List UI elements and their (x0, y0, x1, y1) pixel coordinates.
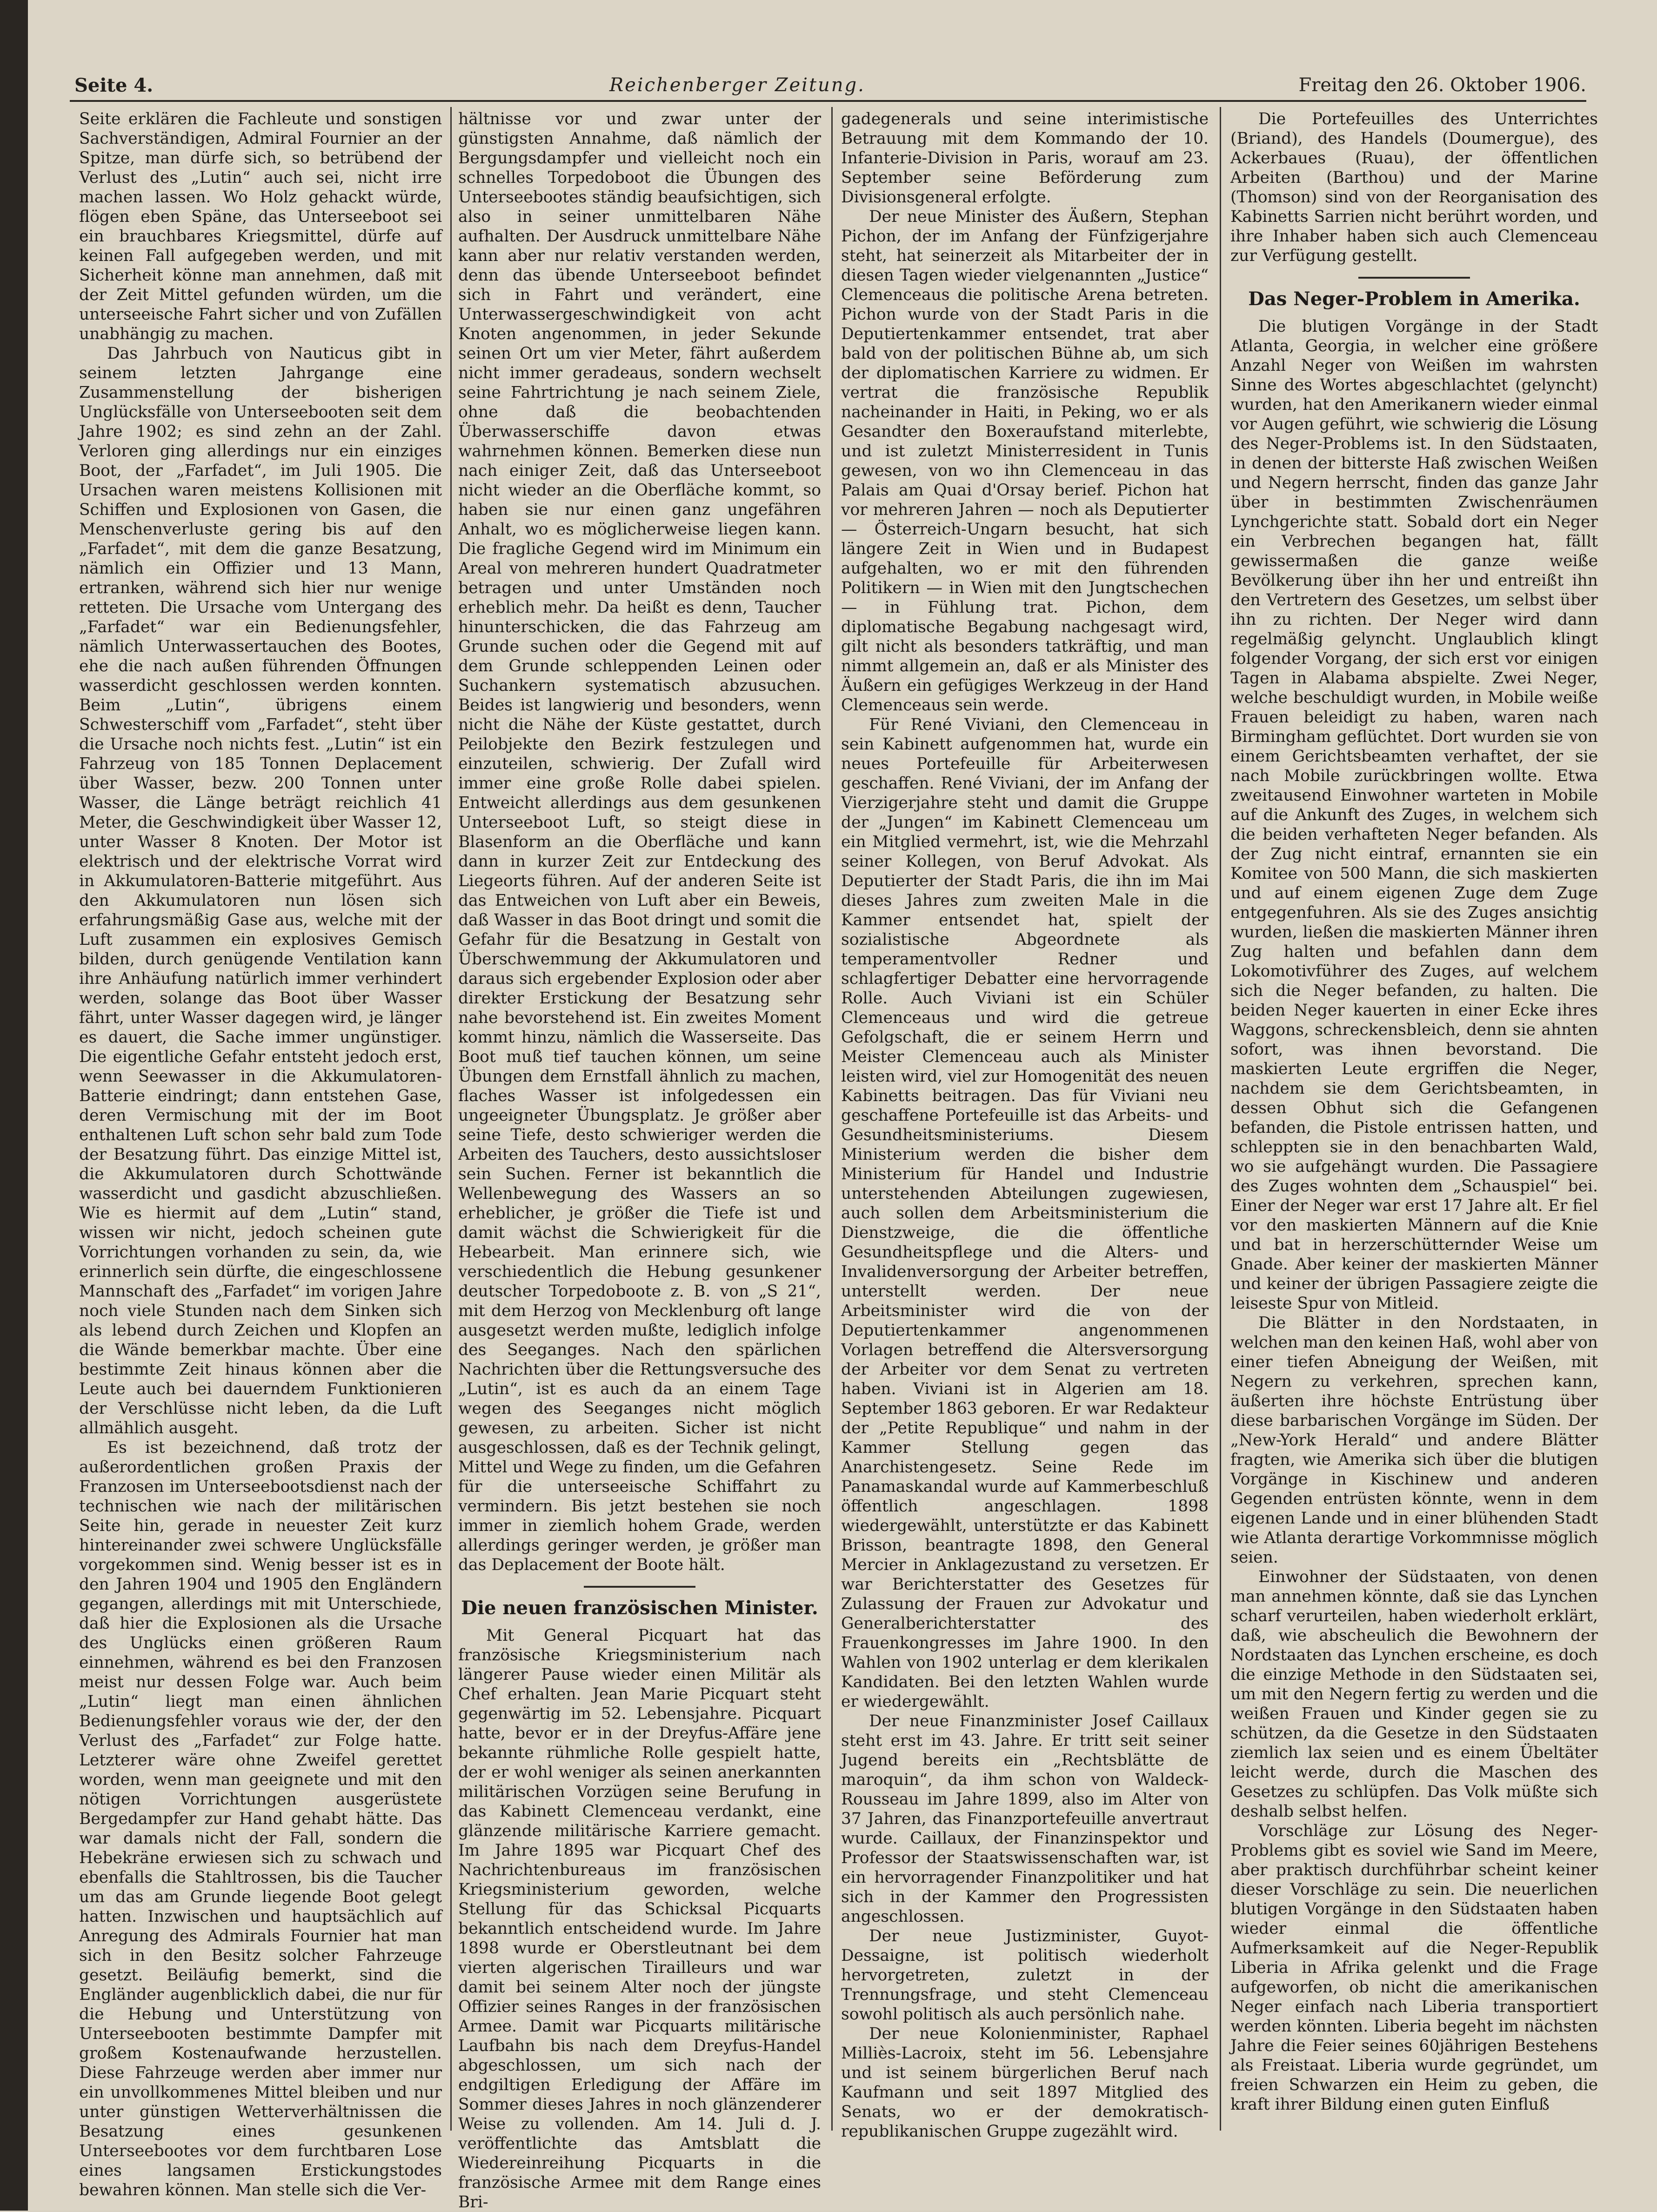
paragraph: Der neue Kolonienminister, Raphael Milliès-Lacroix, steht im 56. Lebensjahre und ist seinem bürgerlichen Beruf nach Kaufmann und seit 1897 Mitglied des Senats, wo er der demokratisch-republikanischen Gruppe zugezählt wird. (841, 2025, 1209, 2141)
column-rule (450, 107, 452, 2131)
column-rule (831, 107, 833, 2131)
paragraph: Der neue Finanzminister Josef Caillaux steht erst im 43. Jahre. Er tritt seit seiner Jugend bereits ein „Rechtsblätte de maroquin“, da ihm schon von Waldeck-Rousseau im Jahre 1899, also im Alter von 37 Jahren, das Finanzportefeuille anvertraut wurde. Caillaux, der Finanzinspektor und Professor der Staatswissenschaften war, ist ein hervorragender Finanzpolitiker und hat sich in der Kammer den Progressisten angeschlossen. (841, 1712, 1209, 1926)
column-3 (841, 109, 1209, 2141)
page-number: Seite 4. (74, 74, 154, 96)
page-header (74, 70, 1586, 102)
paragraph: hältnisse vor und zwar unter der günstigsten Annahme, daß nämlich der Bergungsdampfer und vielleicht noch ein schnelles Torpedoboot die Übungen des Unterseebootes ständig beaufsichtigen, sich also in seiner unmittelbaren Nähe aufhalten. Der Ausdruck unmittelbare Nähe kann aber nur relativ verstanden werden, denn das übende Unterseeboot befindet sich in Fahrt und verändert, eine Unterwassergeschwindigkeit von acht Knoten angenommen, in jeder Sekunde seinen Ort um vier Meter, fährt außerdem nicht immer geradeaus, sondern wechselt seine Fahrtrichtung je nach seinem Ziele, ohne daß die beobachtenden Überwasserschiffe davon etwas wahrnehmen können. Bemerken diese nun nach einiger Zeit, daß das Unterseeboot nicht wieder an die Oberfläche kommt, so haben sie nur einen ganz ungefähren Anhalt, wo es möglicherweise liegen kann. Die fragliche Gegend wird im Minimum ein Areal von mehreren hundert Quadratmeter betragen und unter Umständen noch erheblich mehr. Da heißt es denn, Taucher hinunterschicken, die das Fahrzeug am Grunde suchen oder die Gegend mit auf dem Grunde schleppenden Leinen oder Suchankern systematisch abzusuchen. Beides ist langwierig und besonders, wenn nicht die Nähe der Küste gestattet, durch Peilobjekte den Bezirk festzulegen und einzuteilen, schwierig. Der Zufall wird immer eine große Rolle dabei spielen. Entweicht allerdings aus dem gesunkenen Unterseeboot Luft, so steigt diese in Blasenform an die Oberfläche und kann dann in kurzer Zeit zur Entdeckung des Liegeorts führen. Auf der anderen Seite ist das Entweichen von Luft aber ein Beweis, daß Wasser in das Boot dringt und somit die Gefahr für die Besatzung in Gestalt von Überschwemmung der Akkumulatoren und daraus sich ergebender Explosion oder aber direkter Erstickung der Besatzung sehr nahe bevorstehend ist. Ein zweites Moment kommt hinzu, nämlich die Wasserseite. Das Boot muß tief tauchen können, um seine Übungen dem Ernstfall ähnlich zu machen, flaches Wasser ist infolgedessen ein ungeeigneter Übungsplatz. Je größer aber seine Tiefe, desto schwieriger werden die Arbeiten des Tauchers, desto aussichtsloser sein Suchen. Ferner ist bekanntlich die Wellenbewegung des Wassers an so erheblicher, je größer die Tiefe ist und damit wächst die Schwierigkeit für die Hebearbeit. Man erinnere sich, wie verschiedentlich die Hebung gesunkener deutscher Torpedoboote z. B. von „S 21“, mit dem Herzog von Mecklenburg oft lange ausgesetzt werden mußte, lediglich infolge des Seeganges. Nach den spärlichen Nachrichten über die Rettungsversuche des „Lutin“, ist es auch da an einem Tage wegen des Seeganges nicht möglich gewesen, zu arbeiten. Sicher ist nicht ausgeschlossen, daß es der Technik gelingt, Mittel und Wege zu finden, um die Gefahren für die unterseeische Schiffahrt zu vermindern. Bis jetzt bestehen sie noch immer in ziemlich hohem Grade, werden allerdings geringer werden, je größer man das Deplacement der Boote hält. (458, 110, 821, 1574)
paragraph: Die Portefeuilles des Unterrichtes (Briand), des Handels (Doumergue), des Ackerbaues (Ruau), der öffentlichen Arbeiten (Barthou) und der Marine (Thomson) sind von der Reorganisation des Kabinetts Sarrien nicht berührt worden, und ihre Inhaber haben sich auch Clemenceau zur Verfügung gestellt. (1230, 110, 1598, 265)
paragraph: Vorschläge zur Lösung des Neger-Problems gibt es soviel wie Sand im Meere, aber praktisch durchführbar scheint keiner dieser Vorschläge zu sein. Die neuerlichen blutigen Vorgänge in den Südstaaten haben wieder einmal die öffentliche Aufmerksamkeit auf die Neger-Republik Liberia in Afrika gelenkt und die Frage aufgeworfen, ob nicht die amerikanischen Neger einfach nach Liberia transportiert werden könnten. Liberia begeht im nächsten Jahre die Feier seines 60jährigen Bestehens als Freistaat. Liberia wurde gegründet, um freien Schwarzen ein Heim zu geben, die kraft ihrer Bildung einen guten Einfluß (1230, 1822, 1598, 2114)
column-1 (79, 109, 442, 2199)
paragraph: Einwohner der Südstaaten, von denen man annehmen könnte, daß sie das Lynchen scharf verurteilen, haben wiederholt erklärt, daß, wie abscheulich die Bewohnern der Nordstaaten das Lynchen erscheine, es doch die einzige Methode in den Südstaaten sei, um mit den Negern fertig zu werden und die weißen Frauen und Kinder gegen sie zu schützen, da die Gesetze in den Südstaaten ziemlich lax seien und es einem Übeltäter leicht werde, durch die Maschen des Gesetzes zu schlüpfen. Das Volk müßte sich deshalb selbst helfen. (1230, 1568, 1598, 1821)
article-heading: Die neuen französischen Minister. (461, 1597, 818, 1619)
paragraph: Es ist bezeichnend, daß trotz der außerordentlichen großen Praxis der Franzosen im Unterseebootsdienst nach der technischen wie nach der militärischen Seite hin, gerade in neuester Zeit kurz hintereinander zwei schwere Unglücksfälle vorgekommen sind. Wenig besser ist es in den Jahren 1904 und 1905 den Engländern gegangen, allerdings mit mit Unterschiede, daß hier die Explosionen als die Ursache des Unglücks einen größeren Raum einnehmen, während es bei den Franzosen meist nur dessen Folge war. Auch beim „Lutin“ liegt man einen ähnlichen Bedienungsfehler voraus wie der, der den Verlust des „Farfadet“ zur Folge hatte. Letzterer wäre ohne Zweifel gerettet worden, wenn man geeignete und mit den nötigen Vorrichtungen ausgerüstete Bergedampfer zur Hand gehabt hätte. Das war damals nicht der Fall, sondern die Hebekräne erwiesen sich zu schwach und ebenfalls die Stahltrossen, bis die Taucher um das am Grunde liegende Boot gelegt hatten. Inzwischen und hauptsächlich auf Anregung des Admirals Fournier hat man sich in den Besitz solcher Fahrzeuge gesetzt. Beiläufig bemerkt, sind die Engländer augenblicklich dabei, die nur für die Hebung und Unterstützung von Unterseebooten bestimmte Dampfer mit großem Kostenaufwande herzustellen. Diese Fahrzeuge werden aber immer nur ein unvollkommenes Mittel bleiben und nur unter günstigen Wetterverhältnissen die Besatzung eines gesunkenen Unterseebootes vor dem furchtbaren Lose eines langsamen Erstickungstodes bewahren können. Man stelle sich die Ver- (79, 1438, 442, 2199)
paragraph: Die blutigen Vorgänge in der Stadt Atlanta, Georgia, in welcher eine größere Anzahl Neger von Weißen im wahrsten Sinne des Wortes abgeschlachtet (gelyncht) wurden, hat den Amerikanern wieder einmal vor Augen geführt, wie schwierig die Lösung des Neger-Problems ist. In den Südstaaten, in denen der bitterste Haß zwischen Weißen und Negern herrscht, finden das ganze Jahr über in bestimmten Zwischenräumen Lynchgerichte statt. Sobald dort ein Neger ein Verbrechen begangen hat, fällt gewissermaßen die ganze weiße Bevölkerung über ihn her und entreißt ihn den Vertretern des Gesetzes, um selbst über ihn zu richten. Der Neger wird dann regelmäßig gelyncht. Unglaublich klingt folgender Vorgang, der sich erst vor einigen Tagen in Alabama abspielte. Zwei Neger, welche beschuldigt wurden, in Mobile weiße Frauen beleidigt zu haben, waren nach Birmingham geflüchtet. Dort wurden sie von einem Gerichtsbeamten verhaftet, der sie nach Mobile zurückbringen wollte. Etwa zweitausend Einwohner warteten in Mobile auf die Ankunft des Zuges, in welchem sich die beiden verhafteten Neger befanden. Als der Zug nicht eintraf, ernannten sie ein Komitee von 500 Mann, die sich maskierten und auf einem eigenen Zuge dem Zuge entgegenfuhren. Als sie des Zuges ansichtig wurden, ließen die maskierten Männer ihren Zug halten und befahlen dann dem Lokomotivführer des Zuges, auf welchem sich die Neger befanden, zu halten. Die beiden Neger kauerten in einer Ecke ihres Waggons, schreckensbleich, denn sie ahnten sofort, was ihnen bevorstand. Die maskierten Leute ergriffen die Neger, nachdem sie dem Gerichtsbeamten, in dessen Obhut sich die Gefangenen befanden, die Pistole entrissen hatten, und schleppten sie in den benachbarten Wald, wo sie aufgehängt wurden. Die Passagiere des Zuges wohnten dem „Schauspiel“ bei. Einer der Neger war erst 17 Jahre alt. Er fiel vor den maskierten Männern auf die Knie und bat in herzerschütternder Weise um Gnade. Aber keiner der maskierten Männer und keiner der übrigen Passagiere zeigte die leiseste Spur von Mitleid. (1230, 317, 1598, 1313)
paragraph: Mit General Picquart hat das französische Kriegsministerium nach längerer Pause wieder einen Militär als Chef erhalten. Jean Marie Picquart steht gegenwärtig im 52. Lebensjahre. Picquart hatte, bevor er in der Dreyfus-Affäre jene bekannte rühmliche Rolle gespielt hatte, der er wohl weniger als seinen anerkannten militärischen Vorzügen seine Berufung in das Kabinett Clemenceau verdankt, eine glänzende militärische Karriere gemacht. Im Jahre 1895 war Picquart Chef des Nachrichtenbureaus im französischen Kriegsministerium geworden, welche Stellung für das Schicksal Picquarts bekanntlich entscheidend wurde. Im Jahre 1898 wurde er Oberstleutnant bei dem vierten algerischen Tirailleurs und war damit bei seinem Alter noch der jüngste Offizier seines Ranges in der französischen Armee. Damit war Picquarts militärische Laufbahn bis nach dem Dreyfus-Handel abgeschlossen, um sich nach der endgiltigen Erledigung der Affäre im Sommer dieses Jahres in noch glänzenderer Weise zu vollenden. Am 14. Juli d. J. veröffentlichte das Amtsblatt die Wiedereinreihung Picquarts in die französische Armee mit dem Range eines Bri- (458, 1626, 821, 2212)
issue-date: Freitag den 26. Oktober 1906. (1298, 74, 1586, 96)
header-rule (70, 100, 1586, 102)
paragraph: Der neue Minister des Äußern, Stephan Pichon, der im Anfang der Fünfzigerjahre steht, hat seinerzeit als Mitarbeiter der in diesen Tagen wieder vielgenannten „Justice“ Clemenceaus die politische Arena betreten. Pichon wurde von der Stadt Paris in die Deputiertenkammer entsendet, trat aber bald von der politischen Bühne ab, um sich der diplomatischen Karriere zu widmen. Er vertrat die französische Republik nacheinander in Haiti, in Peking, wo er als Gesandter den Boxeraufstand miterlebte, und ist zuletzt Ministerresident in Tunis gewesen, von wo ihn Clemenceau in das Palais am Quai d'Orsay berief. Pichon hat vor mehreren Jahren — noch als Deputierter — Österreich-Ungarn besucht, hat sich längere Zeit in Wien und in Budapest aufgehalten, wo er mit den führenden Politikern — in Wien mit den Jungtschechen — in Fühlung trat. Pichon, dem diplomatische Begabung nachgesagt wird, gilt nicht als besonders tatkräftig, und man nimmt allgemein an, daß er als Minister des Äußern ein gefügiges Werkzeug in der Hand Clemenceaus sein werde. (841, 207, 1209, 715)
scan-edge (0, 0, 28, 2211)
newspaper-title: Reichenberger Zeitung. (609, 74, 865, 96)
column-4 (1230, 109, 1598, 2128)
paragraph: Die Blätter in den Nordstaaten, in welchen man den keinen Haß, wohl aber von einer tiefen Abneigung der Weißen, mit Negern zu verkehren, sprechen kann, äußerten ihre höchste Entrüstung über diese barbarischen Vorgänge im Süden. Der „New-York Herald“ und andere Blätter fragten, wie Amerika sich über die blutigen Vorgänge in Kischinew und anderen Gegenden entrüsten könnte, wenn in dem eigenen Lande und in einer blühenden Stadt wie Atlanta derartige Vorkommnisse möglich seien. (1230, 1314, 1598, 1567)
paragraph: Seite erklären die Fachleute und sonstigen Sachverständigen, Admiral Fournier an der Spitze, man dürfe sich, so betrübend der Verlust des „Lutin“ auch sei, nicht irre machen lassen. Wo Holz gehackt würde, flögen eben Späne, das Unterseeboot sei ein brauchbares Kriegsmittel, dürfe auf keinen Fall aufgegeben werden, und mit Sicherheit könne man annehmen, daß mit der Zeit Mittel gefunden würden, um die unterseeische Fahrt sicher und von Zufällen unabhängig zu machen. (79, 110, 442, 343)
paragraph: Der neue Justizminister, Guyot-Dessaigne, ist politisch wiederholt hervorgetreten, zuletzt in der Trennungsfrage, und steht Clemenceau sowohl politisch als auch persönlich nahe. (841, 1927, 1209, 2024)
paragraph: gadegenerals und seine interimistische Betrauung mit dem Kommando der 10. Infanterie-Division in Paris, worauf am 23. September seine Beförderung zum Divisionsgeneral erfolgte. (841, 110, 1209, 207)
paragraph: Das Jahrbuch von Nauticus gibt in seinem letzten Jahrgange eine Zusammenstellung der bisherigen Unglücksfälle von Unterseebooten seit dem Jahre 1902; es sind zehn an der Zahl. Verloren ging allerdings nur ein einziges Boot, der „Farfadet“, im Juli 1905. Die Ursachen waren meistens Kollisionen mit Schiffen und Explosionen von Gasen, die Menschenverluste gering bis auf den „Farfadet“, mit dem die ganze Besatzung, nämlich ein Offizier und 13 Mann, ertranken, während sich hier nur wenige retteten. Die Ursache vom Untergang des „Farfadet“ war ein Bedienungsfehler, nämlich Unterwassertauchen des Bootes, ehe die nach außen führenden Öffnungen wasserdicht geschlossen werden konnten. Beim „Lutin“, übrigens einem Schwesterschiff vom „Farfadet“, steht über die Ursache noch nichts fest. „Lutin“ ist ein Fahrzeug von 185 Tonnen Deplacement über Wasser, bezw. 200 Tonnen unter Wasser, die Länge beträgt reichlich 41 Meter, die Geschwindigkeit über Wasser 12, unter Wasser 8 Knoten. Der Motor ist elektrisch und der elektrische Vorrat wird in Akkumulatoren-Batterie mitgeführt. Aus den Akkumulatoren nun lösen sich erfahrungsmäßig Gase aus, welche mit der Luft zusammen ein explosives Gemisch bilden, durch genügende Ventilation kann ihre Anhäufung natürlich immer verhindert werden, solange das Boot über Wasser fährt, unter Wasser dagegen wird, je länger es dauert, die Sache immer ungünstiger. Die eigentliche Gefahr entsteht jedoch erst, wenn Seewasser in die Akkumulatoren-Batterie eindringt; dann entstehen Gase, deren Vermischung mit der im Boot enthaltenen Luft schon sehr bald zum Tode der Besatzung führt. Das einzige Mittel ist, die Akkumulatoren durch Schottwände wasserdicht und gasdicht abzuschließen. Wie es hiermit auf dem „Lutin“ stand, wissen wir nicht, jedoch scheinen gute Vorrichtungen vorhanden zu sein, da, wie erinnerlich sein dürfte, die eingeschlossene Mannschaft des „Farfadet“ im vorigen Jahre noch viele Stunden nach dem Sinken sich als lebend durch Zeichen und Klopfen an die Wände bemerkbar machte. Über eine bestimmte Zeit hinaus können aber die Leute auch bei dauerndem Funktionieren der Verschlüsse nicht leben, da die Luft allmählich ausgeht. (79, 344, 442, 1437)
article-separator (584, 1586, 695, 1588)
article-separator (1358, 277, 1470, 279)
article-heading: Das Neger-Problem in Amerika. (1248, 288, 1580, 310)
column-2 (458, 109, 821, 2212)
paragraph: Für René Viviani, den Clemenceau in sein Kabinett aufgenommen hat, wurde ein neues Portefeuille für Arbeiterwesen geschaffen. René Viviani, der im Anfang der Vierzigerjahre steht und damit die Gruppe der „Jungen“ im Kabinett Clemenceau um ein Mitglied vermehrt, ist, wie die Mehrzahl seiner Kollegen, von Beruf Advokat. Als Deputierter der Stadt Paris, die ihn im Mai dieses Jahres zum zweiten Male in die Kammer entsendet hat, spielt der sozialistische Abgeordnete als temperamentvoller Redner und schlagfertiger Debatter eine hervorragende Rolle. Auch Viviani ist ein Schüler Clemenceaus und wird die getreue Gefolgschaft, die er seinem Herrn und Meister Clemenceau auch als Minister leisten wird, viel zur Homogenität des neuen Kabinetts beitragen. Das für Viviani neu geschaffene Portefeuille ist das Arbeits- und Gesundheitsministeriums. Diesem Ministerium werden die bisher dem Ministerium für Handel und Industrie unterstehenden Abteilungen zugewiesen, auch sollen dem Arbeitsministerium die Dienstzweige, die die öffentliche Gesundheitspflege und die Alters- und Invalidenversorgung der Arbeiter betreffen, unterstellt werden. Der neue Arbeitsminister wird die von der Deputiertenkammer angenommenen Vorlagen betreffend die Altersversorgung der Arbeiter vor dem Senat zu vertreten haben. Viviani ist in Algerien am 18. September 1863 geboren. Er war Redakteur der „Petite Republique“ und nahm in der Kammer Stellung gegen das Anarchistengesetz. Seine Rede im Panamaskandal wurde auf Kammerbeschluß öffentlich angeschlagen. 1898 wiedergewählt, unterstützte er das Kabinett Brisson, beantragte 1898, den General Mercier in Anklagezustand zu versetzen. Er war Berichterstatter des Gesetzes für Zulassung der Frauen zur Advokatur und Generalberichterstatter des Frauenkongresses im Jahre 1900. In den Wahlen von 1902 unterlag er dem klerikalen Kandidaten. Bei den letzten Wahlen wurde er wiedergewählt. (841, 715, 1209, 1711)
column-rule (1220, 107, 1221, 2131)
